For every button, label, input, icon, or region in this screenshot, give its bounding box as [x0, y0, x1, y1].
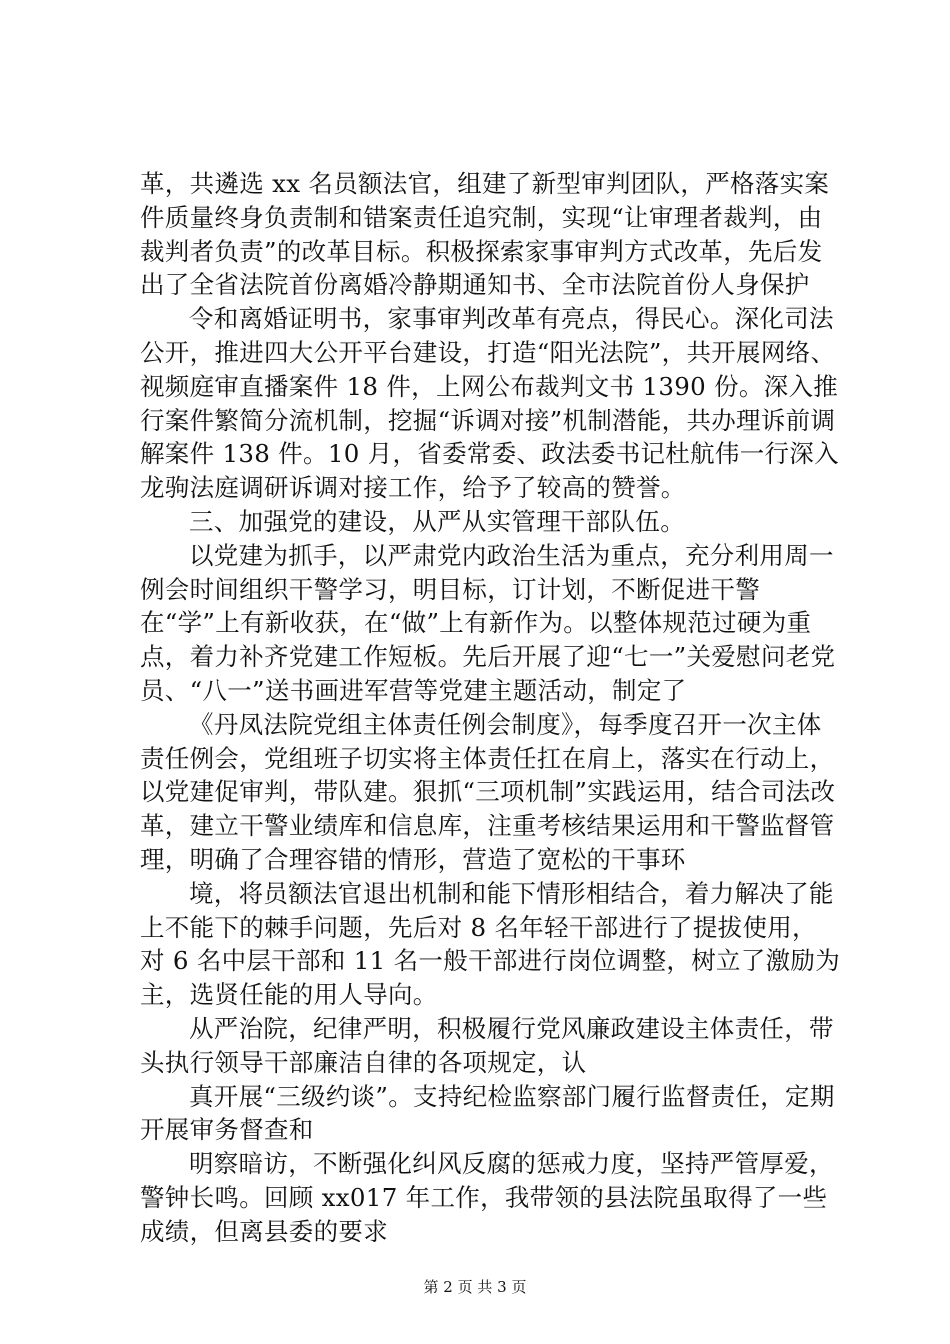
paragraph-4: 《丹凤法院党组主体责任例会制度》，每季度召开一次主体责任例会，党组班子切实将主体责任扛在肩上，落实在行动上，以党建促审判，带队建。狠抓“三项机制”实践运用，结合司法改革，建立干警业绩库和信息库，注重考核结果运用和干警监督管理，明确了合理容错的情形，营造了宽松的干事环	[140, 709, 836, 874]
paragraph-1: 革，共遴选 xx 名员额法官，组建了新型审判团队，严格落实案件质量终身负责制和错案责任追究制，实现“让审理者裁判，由裁判者负责”的改革目标。积极探索家事审判方式改革，先后发出了全省法院首份离婚冷静期通知书、全市法院首份人身保护	[140, 169, 830, 300]
document-body	[140, 167, 840, 1249]
paragraph-8: 明察暗访，不断强化纠风反腐的惩戒力度，坚持严管厚爱，警钟长鸣。回顾 xx017 年工作，我带领的县法院虽取得了一些成绩，但离县委的要求	[140, 1149, 834, 1246]
paragraph-5: 境，将员额法官退出机制和能下情形相结合，着力解决了能上不能下的棘手问题，先后对 8 名年轻干部进行了提拔使用，对 6 名中层干部和 11 名一般干部进行岗位调整，树立了激励为主，选贤任能的用人导向。	[140, 878, 841, 1010]
paragraph-7: 真开展“三级约谈”。支持纪检监察部门履行监督责任，定期开展审务督查和	[140, 1081, 835, 1145]
paragraph-6: 从严治院，纪律严明，积极履行党风廉政建设主体责任，带头执行领导干部廉洁自律的各项规定，认	[140, 1013, 834, 1077]
section-heading: 三、加强党的建设，从严从实管理干部队伍。	[189, 506, 685, 536]
paragraph-2: 令和离婚证明书，家事审判改革有亮点，得民心。深化司法公开，推进四大公开平台建设，打造“阳光法院”，共开展网络、视频庭审直播案件 18 件，上网公布裁判文书 1390 份。深入推行案件繁简分流机制，挖掘“诉调对接”机制潜能，共办理诉前调解案件 138 件。10 月，省委常委、政法委书记杜航伟一行深入龙驹法庭调研诉调对接工作，给予了较高的赞誉。	[140, 304, 839, 503]
paragraph-3: 以党建为抓手，以严肃党内政治生活为重点，充分利用周一例会时间组织干警学习，明目标，订计划，不断促进干警在“学”上有新收获，在“做”上有新作为。以整体规范过硬为重点，着力补齐党建工作短板。先后开展了迎“七一”关爱慰问老党员、“八一”送书画进军营等党建主题活动，制定了	[140, 540, 836, 705]
page-number-footer: 第 2 页 共 3 页	[423, 1278, 527, 1296]
